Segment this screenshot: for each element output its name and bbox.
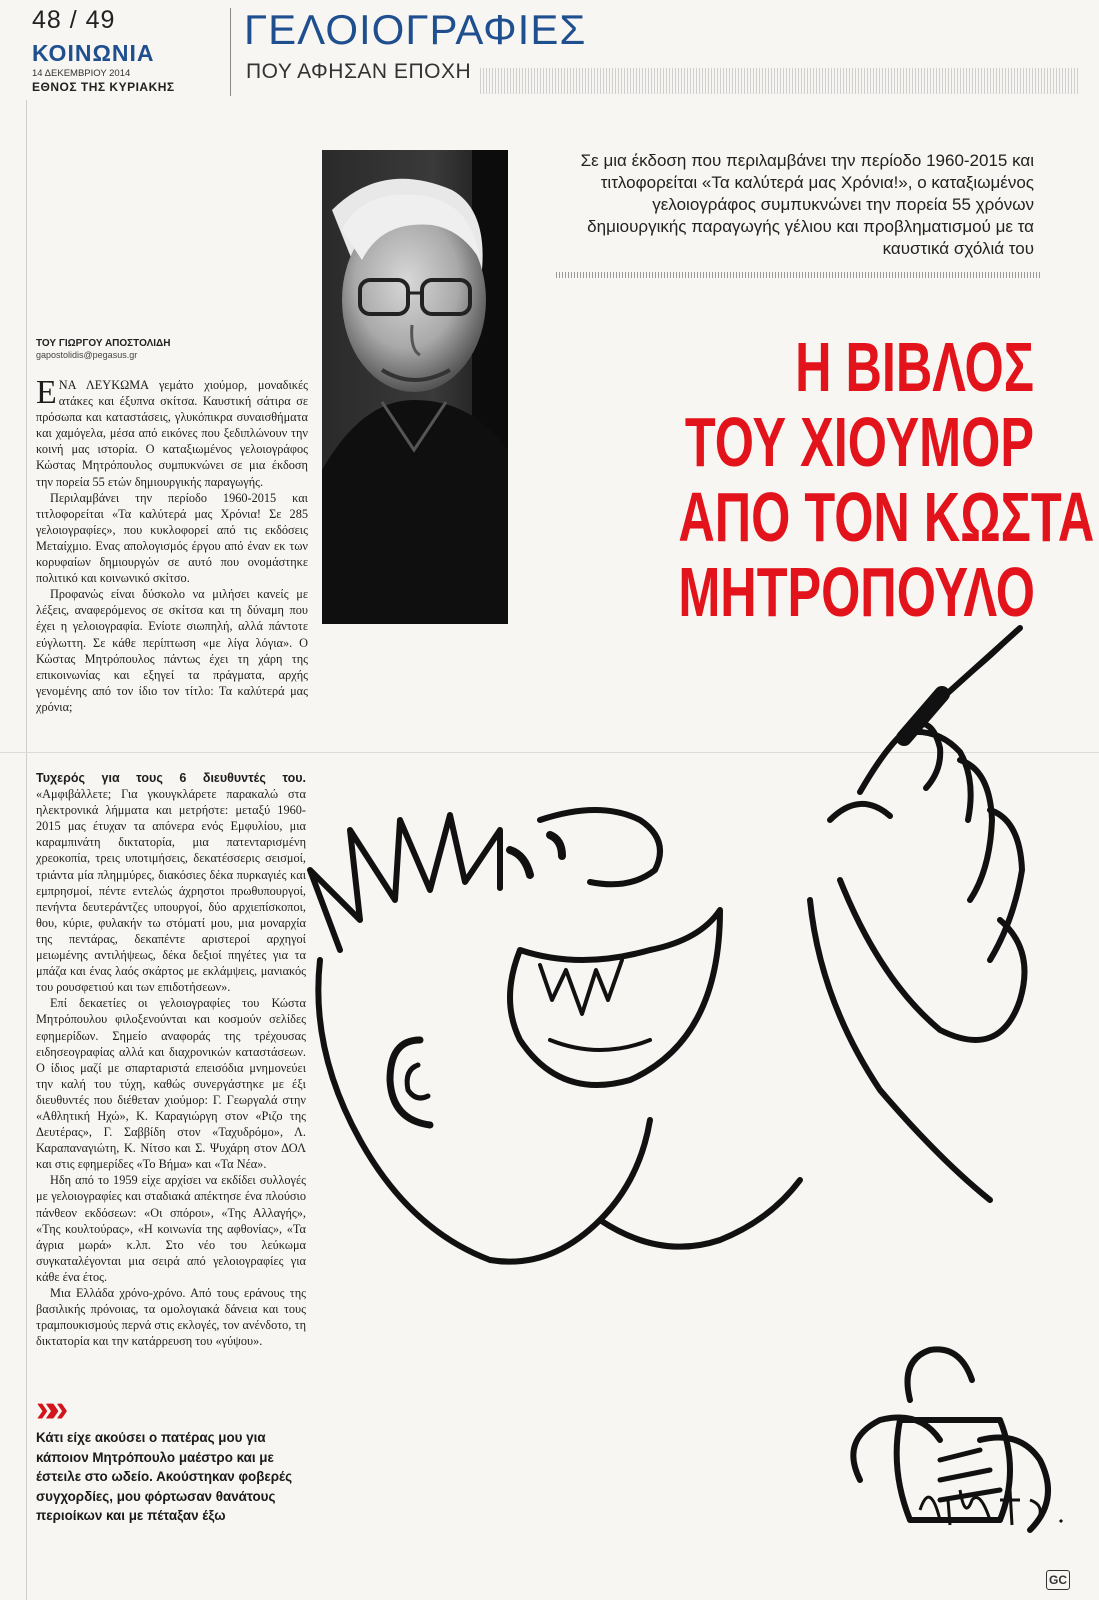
corner-mark: GC [1046,1570,1070,1590]
byline-author: ΤΟΥ ΓΙΩΡΓΟΥ ΑΠΟΣΤΟΛΙΔΗ [36,338,171,349]
standfirst: Σε μια έκδοση που περιλαμβάνει την περίοδο 1960-2015 και τιτλοφορείται «Τα καλύτερά μας Χρόνια!», ο καταξιωμένος γελοιογράφος συμπυκνώνει την πορεία 55 χρόνων δημιουργικής παραγωγής γέλιου και προβληματισμού με τα καυστικά σχόλιά του [580,151,1034,258]
paragraph-7: Μια Ελλάδα χρόνο-χρόνο. Από τους εράνους της βασιλικής πρόνοιας, τα ομολογιακά δάνεια και τους τραμπουκισμούς περνά στις εκλογές, τον ανένδοτο, τη δικτατορία και την κατάρρευση του «γύψου». [36,1286,306,1349]
sleeve [840,880,1025,1040]
article-column-2 [36,770,306,1349]
page-numbers: 48 / 49 [32,6,116,34]
issue-date: 14 ΔΕΚΕΜΒΡΙΟΥ 2014 [32,68,131,79]
subhead: Τυχερός για τους 6 διευθυντές του. [36,771,306,785]
hair [310,815,500,950]
newspaper-name: ΕΘΝΟΣ ΤΗΣ ΚΥΡΙΑΚΗΣ [32,80,175,94]
headline-line-3: ΑΠΟ ΤΟΝ ΚΩΣΤΑ [678,478,1095,556]
drop-cap: Ε [36,374,57,411]
teeth [540,960,622,1014]
headline-line-4: ΜΗΤΡΟΠΟΥΛΟ [678,553,1036,631]
masthead-divider [230,8,231,96]
paragraph-1: ΕΝΑ ΛΕΥΚΩΜΑ γεμάτο χιούμορ, μοναδικές ατάκες και έξυπνα σκίτσα. Καυστική σάτιρα σε πρόσωπα και καταστάσεις, γλυκόπικρα συναισθήματα και χαμόγελα, μέσα από εικόνες που ξεδιπλώνουν την κοινή μας ιστορία. Ο καταξιωμένος γελοιογράφος Κώστας Μητρόπουλος συμπυκνώνει σε μια έκδοση την πορεία 55 ετών δημιουργικής παραγωγής. [36,374,308,489]
pullquote-mark-icon: »» [36,1388,59,1430]
article-column-1 [36,374,308,715]
section-name: ΚΟΙΝΩΝΙΑ [32,40,155,66]
portrait-image [322,150,508,624]
headline [678,328,1095,631]
eye [510,850,530,875]
page-gutter-rule [26,100,27,1600]
headline-line-2: ΤΟΥ ΧΙΟΥΜΟΡ [684,403,1034,481]
series-title: ΓΕΛΟΙΟΓΡΑΦΙΕΣ [244,6,587,53]
series-subtitle: ΠΟΥ ΑΦΗΣΑΝ ΕΠΟΧΗ [246,60,472,83]
pullquote: Κάτι είχε ακούσει ο πατέρας μου για κάποιον Μητρόπουλο μαέστρο και με έστειλε στο ωδείο. Ακούστηκαν φοβερές συγχορδίες, μου φόρτωσαν θανάτους περιοίκων και με πέταξαν έξω [36,1430,293,1524]
paragraph-2: Περιλαμβάνει την περίοδο 1960-2015 και τιτλοφορείται «Τα καλύτερά μας Χρόνια! Σε 285 γελοιογραφίες», που κυκλοφορεί από τις εκδόσεις Μεταίχμιο. Ενας απολογισμός έργου από έναν εκ των κορυφαίων δημιουργών σε αυτό που ονομάστηκε πολιτικό και κοινωνικό σκίτσο. [36,490,308,586]
paragraph-3: Προφανώς είναι δύσκολο να μιλήσει κανείς με λέξεις, αναφερόμενος σε σκίτσα και τη δύναμη που έχει η γελοιογραφία. Ενίοτε σιωπηλή, αλλά πάντοτε εύγλωττη. Σε κάθε περίπτωση «με λίγα λόγια». Ο Κώστας Μητρόπουλος πάντως έχει τη χάρη της επικοινωνίας και εξηγεί τα πράγματα, αρχής γενομένης από τον ίδιο τον τίτλο: Τα καλύτερά μας χρόνια; [36,587,308,714]
paragraph-4: Τυχερός για τους 6 διευθυντές του. «Αμφιβάλλετε; Για γκουγκλάρετε παρακαλώ στα ηλεκτρονικά λήμματα και μετρήστε: μεταξύ 1960-2015 μας έτυχαν τα απόνερα ενός Εμφυλίου, μια καραμπινάτη δικτατορία, μια πατενταρισμένη χρεοκοπία, τρεις υποτιμήσεις, δεκατέσσερις σεισμοί, τριάντα μία πλημμύρες, διακόσιες δέκα πυρκαγιές και εμπρησμοί, πέντε εντελώς άχρηστοι πρωθυπουργοί, πενήντα δευτεράντζες υπουργοί, δύο αρχιεπίσκοποι, θου, κύριε, φυλακήν τω στόματί μου, μια μοναρχία της πεντάρας, δεκαπέντε αριστεροί αρχηγοί μειωμένης αντιλήψεως, δέκα δεξιοί πηγέτες για τα μπάζα και ένας λαός σκάρτος με εκλάμψεις, μανιακός του ρουσφετιού και των επιδοτήσεων». [36,771,306,995]
author-portrait-photo [322,150,508,624]
headline-line-1: Η ΒΙΒΛΟΣ [795,328,1034,406]
thumb [830,804,890,820]
standfirst-rule [556,272,1040,278]
cartoon-illustration [300,620,1080,1560]
paragraph-6: Ηδη από το 1959 είχε αρχίσει να εκδίδει συλλογές με γελοιογραφίες και σταδιακά απέκτησε ένα πλούσιο πάνθεον εκδόσεων: «Οι σπόροι», «Της Αλλαγής», «Της κουλτούρας», «Η κοινωνία της αφθονίας», «Τα άγρια μωρά» κ.λπ. Στο νέο του λεύκωμα συγκαταλέγονται μια σειρά από γελοιογραφίες για κάθε ένα έτος. [36,1173,306,1284]
paragraph-5: Επί δεκαετίες οι γελοιογραφίες του Κώστα Μητρόπουλου φιλοξενούνται και κοσμούν σελίδες εφημερίδων. Σημείο αναφοράς της τρέχουσας ειδησεογραφίας αλλά και διαχρονικών καταστάσεων. Ο ίδιος μαζί με σπαρταριστά επεισόδια μνημονεύει την καλή του τύχη, καθώς συνεργάστηκε με έξι διευθυντές που διέθεταν χιούμορ: Γ. Γεωργαλά στην «Αθλητική Ηχώ», Κ. Καραγιώργη στον «Ριζο της Δευτέρας», Γ. Σαββίδη στον «Ταχυδρόμο», Λ. Καραπαναγιώτη, Κ. Νίτσο και Σ. Ψυχάρη στον ΔΟΛ και στις εφημερίδες «Το Βήμα» και «Τα Νέα». [36,996,306,1172]
ink-bottle-cap [908,1349,973,1400]
ear [390,1040,430,1125]
laughing-mouth [510,910,720,1085]
byline-email[interactable]: gapostolidis@pegasus.gr [36,350,138,360]
masthead-hatch [480,68,1080,94]
